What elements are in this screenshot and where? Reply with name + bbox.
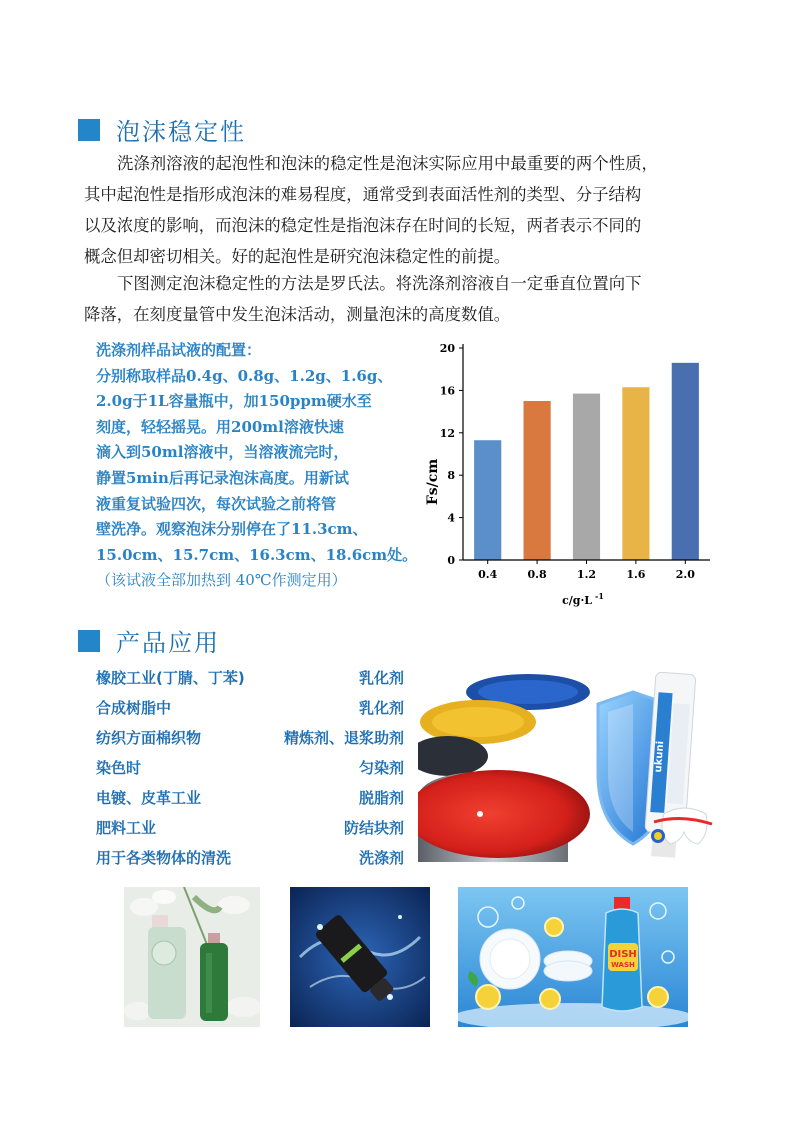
application-use: 匀染剂: [358, 759, 404, 777]
sample-preparation-text: [96, 338, 426, 594]
bar-0.8: [524, 401, 551, 560]
application-use: 乳化剂: [358, 699, 404, 717]
application-row: [96, 784, 426, 814]
application-field: 纺织方面棉织物: [96, 729, 202, 747]
y-tick-label: 12: [439, 426, 455, 440]
dark-green-bottle: [200, 943, 228, 1021]
method-paragraph: [84, 268, 724, 330]
method-note: （该试液全部加热到 40℃作测定用）: [96, 571, 347, 590]
method-line: 2.0g于1L容量瓶中，加150ppm硬水至: [96, 392, 372, 411]
section-title-foam-stability: [78, 112, 246, 147]
cleanser-tube-image: [290, 887, 430, 1027]
application-field: 合成树脂中: [96, 699, 172, 717]
application-list: [96, 664, 426, 874]
section-title-applications: [78, 623, 220, 658]
x-axis-label: [562, 591, 604, 607]
application-row: [96, 724, 426, 754]
title-square-marker: [78, 630, 100, 652]
intro-paragraph: [84, 148, 724, 272]
application-field: 电镀、皮革工业: [96, 789, 202, 807]
application-row: [96, 694, 426, 724]
toothpaste-brand: ukuni: [653, 740, 667, 773]
application-use: 防结块剂: [343, 819, 404, 837]
pale-green-bottle: [148, 927, 186, 1019]
application-row: [96, 754, 426, 784]
bar-1.2: [573, 394, 600, 560]
y-axis-label: Fs/cm: [425, 458, 441, 506]
x-tick-label: 1.2: [576, 568, 597, 581]
dish-soap-bottle: [602, 897, 642, 1011]
application-use: 脱脂剂: [358, 789, 404, 807]
x-tick-label: 2.0: [675, 568, 695, 581]
paragraph-line: 下图测定泡沫稳定性的方法是罗氏法。将洗涤剂溶液自一定垂直位置向下: [117, 274, 642, 293]
application-row: [96, 844, 426, 874]
y-tick-label: 20: [439, 342, 455, 355]
dish-label: DISH: [609, 949, 637, 960]
x-axis-label-text: c/g·L: [562, 594, 593, 607]
section-title-text: 产品应用: [116, 629, 220, 657]
bar-1.6: [622, 387, 649, 560]
application-field: 橡胶工业(丁腈、丁苯): [96, 669, 245, 687]
cosmetic-bottles-image: [124, 887, 260, 1027]
y-tick-label: 16: [439, 384, 455, 398]
method-line: 刻度，轻轻摇晃。用200ml溶液快速: [96, 417, 344, 436]
application-field: 染色时: [96, 759, 142, 777]
x-tick-label: 1.6: [626, 568, 646, 581]
bar-2.0: [672, 363, 699, 560]
paragraph-line: 降落，在刻度量管中发生泡沫活动，测量泡沫的高度数值。: [84, 305, 511, 324]
method-line: 分别称取样品0.4g、0.8g、1.2g、1.6g、: [96, 366, 393, 385]
wash-label: WASH: [611, 961, 635, 969]
application-use: 洗涤剂: [358, 849, 404, 867]
paragraph-line: 概念但却密切相关。好的起泡性是研究泡沫稳定性的前提。: [84, 247, 511, 266]
y-tick-label: 4: [447, 511, 455, 525]
x-axis-label-exponent: -1: [595, 591, 604, 601]
application-row: [96, 664, 426, 694]
method-line: 壁洗净。观察泡沫分别停在了11.3cm、: [96, 520, 368, 539]
y-tick-label: 8: [447, 469, 455, 483]
title-square-marker: [78, 119, 100, 141]
paragraph-line: 以及浓度的影响，而泡沫的稳定性是指泡沫存在时间的长短，两者表示不同的: [84, 216, 642, 235]
foam-height-bar-chart: [415, 330, 735, 620]
method-line: 15.0cm、15.7cm、16.3cm、18.6cm处。: [96, 545, 418, 564]
application-use: 精炼剂、退浆助剂: [283, 729, 404, 747]
method-line: 液重复试验四次，每次试验之前将管: [96, 494, 337, 513]
bar-0.4: [474, 440, 501, 560]
method-line: 静置5min后再记录泡沫高度。用新试: [96, 468, 349, 487]
y-tick-label: 0: [447, 554, 455, 567]
method-line: 洗涤剂样品试液的配置：: [96, 341, 262, 359]
paragraph-line: 其中起泡性是指形成泡沫的难易程度，通常受到表面活性剂的类型、分子结构: [84, 185, 642, 204]
paragraph-line: 洗涤剂溶液的起泡性和泡沫的稳定性是泡沫实际应用中最重要的两个性质，: [117, 154, 658, 173]
method-line: 滴入到50ml溶液中，当溶液流完时，: [96, 443, 349, 462]
section-title-text: 泡沫稳定性: [116, 118, 246, 146]
paint-and-toothpaste-image: [418, 664, 716, 862]
x-tick-label: 0.8: [527, 568, 547, 581]
application-use: 乳化剂: [358, 669, 404, 687]
dishwashing-liquid-image: [458, 887, 688, 1027]
application-row: [96, 814, 426, 844]
application-field: 肥料工业: [96, 819, 157, 837]
application-field: 用于各类物体的清洗: [96, 849, 232, 867]
lemon-slice-icon: [476, 985, 500, 1009]
x-tick-label: 0.4: [478, 568, 498, 581]
